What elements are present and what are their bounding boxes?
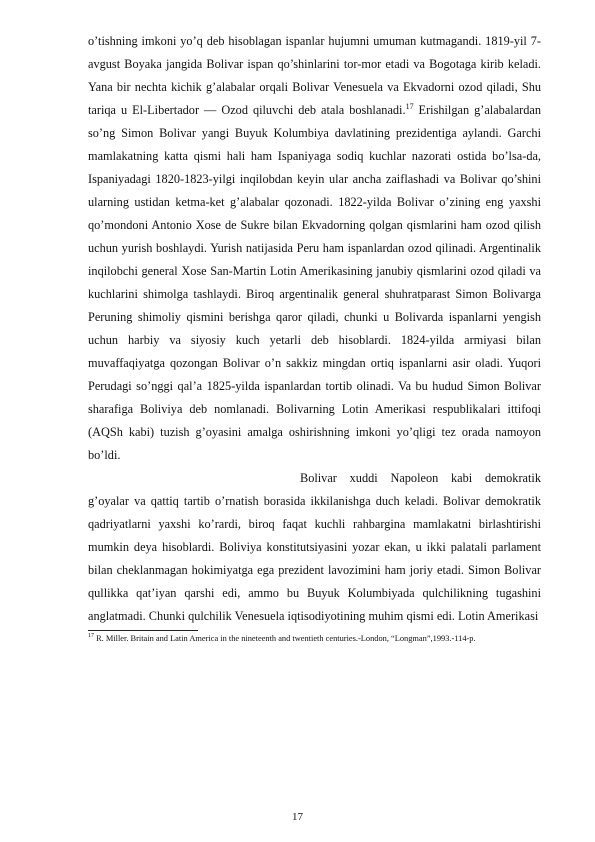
page-number: 17 — [292, 811, 303, 823]
paragraph-1-text-a: o’tishning imkoni yo’q deb hisoblagan ispanlar hujumni umuman kutmagandi. 1819-yil 7-avgust Boyaka jangida Bolivar ispan qo’shinlarini tor-mor etadi va Bogotaga kirib keladi. Yana bir nechta kichik g’alabalar orqali Bolivar Venesuela va Ekvadorni ozod qiladi, Shu tariqa u El-Libertador — Ozod qiluvchi deb atala boshlanadi. — [88, 34, 541, 117]
paragraph-1 — [88, 30, 541, 467]
footnote-text: R. Miller. Britain and Latin America in the nineteenth and twentieth centuries.-London, “Longman”,1993.-114-p. — [94, 634, 476, 643]
paragraph-2: Bolivar xuddi Napoleon kabi demokratik g’oyalar va qattiq tartib o’rnatish borasida ikkilanishga duch keladi. Bolivar demokratik qadriyatlarni yaxshi ko’rardi, biroq faqat kuchli rahbargina mamlakatni birlashtirishi mumkin deya hisoblardi. Boliviya konstitutsiyasini yozar ekan, u ikki palatali parlament bilan cheklanmagan hokimiyatga ega prezident lavozimini ham joriy etadi. Simon Bolivar qullikka qat’iyan qarshi edi, ammo bu Buyuk Kolumbiyada qulchilikning tugashini anglatmadi. Chunki qulchilik Venesuela iqtisodiyotining muhim qismi edi. Lotin Amerikasi — [88, 471, 541, 623]
document-page — [88, 30, 541, 645]
footnote-reference[interactable]: 17 — [405, 101, 414, 111]
paragraph-1-text-b: Erishilgan g’alabalardan so’ng Simon Bolivar yangi Buyuk Kolumbiya davlatining prezidentiga aylandi. Garchi mamlakatning katta qismi hali ham Ispaniyaga sodiq kuchlar nazorati ostida bo’lsa-da, Ispaniyadagi 1820-1823-yilgi inqilobdan keyin ular ancha zaiflashadi va Bolivar qo’shini ularning ustidan ketma-ket g’alabalar qozonadi. 1822-yilda Bolivar o’zining eng yaxshi qo’mondoni Antonio Xose de Sukre bilan Ekvadorning qolgan qismlarini ham ozod qilish uchun yurish boshlaydi. Yurish natijasida Peru ham ispanlardan ozod qilinadi. Argentinalik inqilobchi general Xose San-Martin Lotin Amerikasining janubiy qismlarini ozod qiladi va kuchlarini shimolga tashlaydi. Biroq argentinalik general shuhratparast Simon Bolivarga Peruning shimoliy qismini berishga qaror qiladi, chunki u Bolivarda ispanlarni yengish uchun harbiy va siyosiy kuch yetarli deb hisoblardi. 1824-yilda armiyasi bilan muvaffaqiyatga qozongan Bolivar o’n sakkiz mingdan ortiq ispanlarni asir oladi. Yuqori Perudagi so’nggi qal’a 1825-yilda ispanlardan tortib olinadi. Va bu hudud Simon Bolivar sharafiga Boliviya deb nomlanadi. Bolivarning Lotin Amerikasi respublikalari ittifoqi (AQSh kabi) tuzish g’oyasini amalga oshirishning imkoni yo’qligi tez orada namoyon bo’ldi. — [88, 103, 541, 462]
footnote — [88, 633, 541, 645]
footnote-divider — [88, 630, 198, 631]
footnote-number: 17 — [88, 633, 94, 640]
